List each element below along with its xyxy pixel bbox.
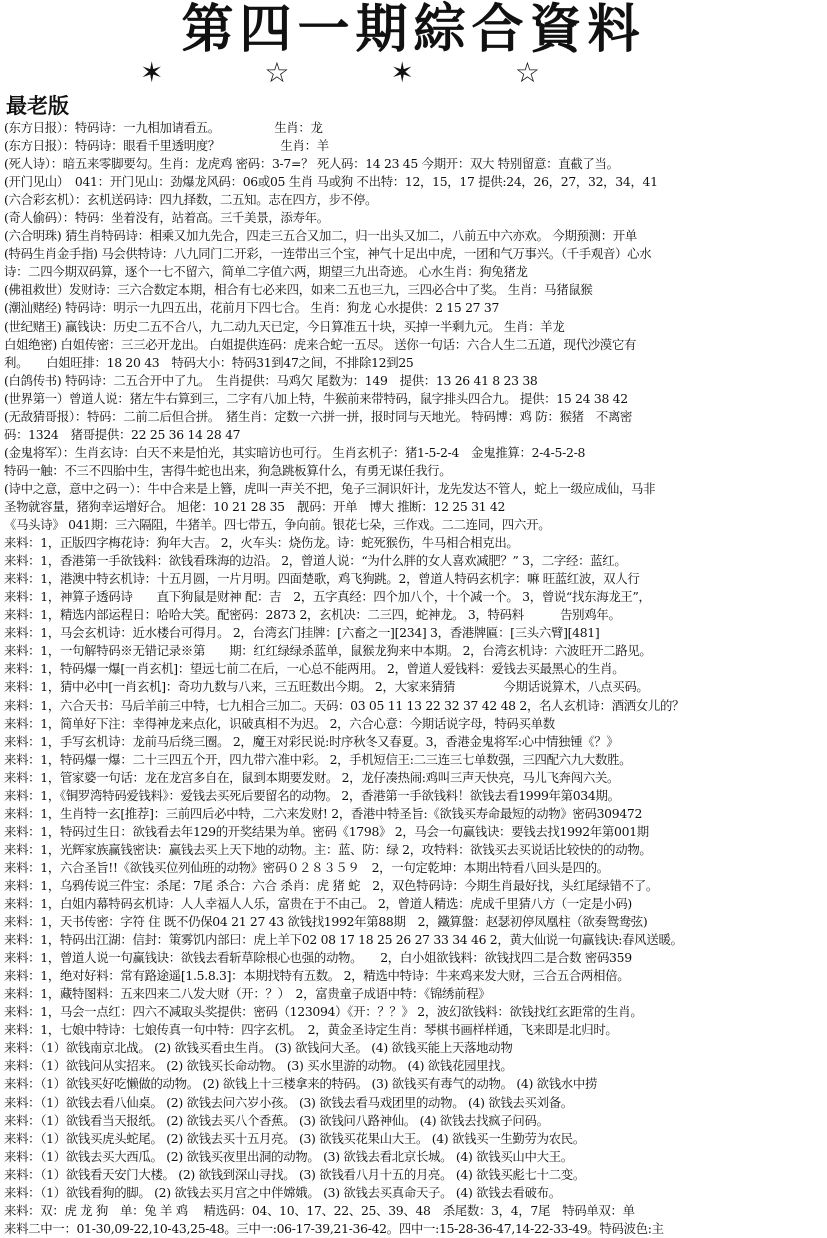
text-line: (佛祖救世）发财诗：三六合数定本期，相合有七必来四，如来二五也三九，三四必合中了奖。 生肖：马猪鼠猴 — [4, 282, 593, 298]
text-line: 来料：1，六合天书：马后羊前三中特，七九相合三加二。天码：03 05 11 13 22 32 37 42 48 2，名人玄机诗：酒洒女儿的？ — [4, 697, 685, 713]
text-line: 来料：1，香港第一手欲钱料：欲钱看珠海的边沿。 2，曾道人说：“为什么胖的女人喜欢减肥？” 3，二字经：蓝红。 — [4, 553, 627, 569]
text-line: 来料：（1）欲钱去买大西瓜。 (2) 欲钱买夜里出洞的动物。 (3) 欲钱去看北京长城。 (4) 欲钱买山中大王。 — [4, 1148, 573, 1164]
text-line: 特码一触：不三不四胎中生，害得牛蛇也出来，狗急跳板算什么，有勇无谋任我行。 — [4, 462, 452, 478]
star-decoration — [140, 58, 540, 88]
edition-label: 最老版 — [6, 93, 69, 118]
text-line: 来料：1，神算子透码诗 直下狗鼠是财神 配：吉 2，五字真经：四个加八个，十个减一个。 3，曾说“找东海龙王”， — [4, 589, 651, 605]
text-line: 利。 白姐旺排：18 20 43 特码大小：特码31到47之间，不排除12到25 — [4, 354, 414, 370]
text-body — [4, 119, 824, 1238]
text-line: 来料：1，猜中必中[一肖玄机]：奇功九数与八来，三五旺数出今期。 2，大家来猜猜 今期话说算术，八点买码。 — [4, 679, 649, 695]
text-line: (六合彩玄机）：玄机送码诗：四九择数，二五知。志在四方，步不停。 — [4, 192, 378, 208]
text-line: 来料：（1）欲钱问从实招来。 (2) 欲钱买长命动物。 (3) 买水里游的动物。 (4) 欲钱花园里找。 — [4, 1058, 513, 1074]
text-line: 来料：1，曾道人说一句赢钱诀：欲钱去看斩草除根心也强的动物。 2，白小姐欲钱料：欲钱找四二是合数 密码359 — [4, 950, 632, 966]
text-line: (无敌猜哥报）：特码：二前二后但合拼。 猪生肖：定数一六拼一拼，报时同与天地光。 特码博：鸡 防：猴猪 不离密 — [4, 408, 633, 424]
text-line: 圣物就容量，猪狗幸运增好合。 旭佬：10 21 28 35 靓码：开单 博大 推断：12 25 31 42 — [4, 498, 506, 514]
text-line: 来料：1，精选内部运程日：哈哈大笑。配密码：2873 2，玄机决：二三四，蛇神龙。 3，特码料 告别鸡年。 — [4, 607, 621, 623]
text-line: 来料：1，管家婆一句话：龙在龙宫多自在，鼠到本期要发财。 2，龙仔凑热闹:鸡叫三声天快亮，马儿飞奔闯六关。 — [4, 769, 620, 785]
text-line: 来料：1，藏特图料：五来四来二八发大财（开：？） 2，富贵童子成语中特：《锦绣前程》 — [4, 986, 491, 1002]
text-line: (世界第一）曾道人说：猪左牛右算到三，二字有八加上特，牛猴前来带特码，鼠字排头四合九。 提供：15 24 38 42 — [4, 390, 628, 406]
text-line: 来料：（1）欲钱买好吃懒做的动物。 (2) 欲钱上十三楼拿来的特码。 (3) 欲钱买有毒气的动物。 (4) 欲钱水中捞 — [4, 1076, 598, 1092]
text-line: 来料：1，简单好下注：幸得神龙来点化，识破真相不为迟。 2，六合心意：今期话说字母，特码买单数 — [4, 715, 555, 731]
text-line: 来料：1，六合圣旨!!《欲钱买位列仙班的动物》密码０２８３５９ 2，一句定乾坤：本期出特看八回头是四的。 — [4, 859, 609, 875]
star-icon: ✶ — [390, 56, 414, 89]
text-line: 来料：1，特码出江湖：信封：策雾饥内部曰：虎上羊下02 08 17 18 25 26 27 33 34 46 2，黄大仙说一句赢钱诀:春风送暖。 — [4, 932, 683, 948]
text-line: 来料：1，天书传密：字符 住 既不仍保04 21 27 43 欲钱找1992年第88期 2，鐵算盤：赵瑟初停凤凰柱（欲奏鸳鸯弦) — [4, 914, 648, 930]
text-line: 来料：（1）欲钱看天安门大楼。 (2) 欲钱到深山寻找。 (3) 欲钱看八月十五的月亮。 (4) 欲钱买彪七十二变。 — [4, 1166, 585, 1182]
text-line: 诗：二四今期双码算，逐个一七不留六，简单二字值六两，期望三九出奇迹。 心水生肖：狗兔猪龙 — [4, 264, 528, 280]
text-line: 码：1324 猪哥提供：22 25 36 14 28 47 — [4, 426, 241, 442]
text-line: 来料：1，正版四字梅花诗：狗年大吉。 2，火车头：烧伤龙。诗：蛇死猴伤，牛马相合相克出。 — [4, 535, 519, 551]
text-line: (六合明珠) 猜生肖特码诗：相乘又加九先合，四走三五合又加二，归一出头又加二，八前五中六亦欢。 今期预测：开单 — [4, 228, 637, 244]
text-line: (死人诗）：暗五来零脚要勾。生肖：龙虎鸡 密码：3-7=？ 死人码：14 23 45 今期开：双大 特别留意：直截了当。 — [4, 156, 619, 172]
text-line: (开门见山） 041：开门见山：劲爆龙风码：06或05 生肖 马或狗 不出特：12，15，17 提供:24，26，27，32，34，41 — [4, 174, 658, 190]
text-line: (东方日报）：特码诗：一九相加请看五。 生肖：龙 — [4, 120, 323, 135]
text-line: 来料：1，光辉家族赢钱密诀：赢钱去买上天下地的动物。主：蓝、防：绿 2，攻特料：欲钱买去买说话比较快的的动物。 — [4, 841, 652, 857]
text-line: 来料：1，一句解特码※无错记录※第 期：红红绿绿杀蓝单，鼠猴龙狗来中本期。 2，台湾玄机诗：六波旺开二路见。 — [4, 643, 652, 659]
text-line: 来料：1，生肖特一玄[推荐]：三前四后必中特，二六来发财! 2，香港中特圣旨:《欲钱买寿命最短的动物》密码309472 — [4, 805, 643, 821]
star-outline-icon: ☆ — [514, 56, 540, 89]
text-line: 来料：（1）欲钱看狗的脚。 (2) 欲钱去买月宫之中伴嫦娥。 (3) 欲钱去买真命天子。 (4) 欲钱去看破布。 — [4, 1184, 561, 1200]
star-outline-icon: ☆ — [264, 56, 290, 89]
text-line: 来料：1，马会玄机诗：近水楼台可得月。 2，台湾玄门挂牌：[六畜之一][234] 3，香港牌匾：[三头六臂][481] — [4, 625, 600, 641]
text-line: 来料：（1）欲钱买虎头蛇尾。 (2) 欲钱去买十五月亮。 (3) 欲钱买花果山大王。 (4) 欲钱买一生勤劳为农民。 — [4, 1130, 585, 1146]
text-line: 来料：1，特码过生日：欲钱看去年129的开奖结果为单。密码《1798》 2，马会一句赢钱诀：要钱去找1992年第001期 — [4, 823, 649, 839]
text-line: (金鬼将军）：生肖玄诗：白天不来是怕光，其实暗访也可行。 生肖玄机子：猪1-5-2-4 金鬼推算：2-4-5-2-8 — [4, 444, 586, 460]
text-line: 来料：双：虎 龙 狗 单：兔 羊 鸡 精选码：04、10、17、22、25、39、48 杀尾数：3，4，7尾 特码单双：单 — [4, 1202, 635, 1218]
text-line: 来料：1，绝对好料：常有路途遥[1.5.8.3]：本期找特有五数。 2，精选中特诗：牛来鸡来发大财，三合五合两相倍。 — [4, 968, 630, 984]
text-line: 白姐绝密) 白姐传密：三三必开龙出。 白姐提供连码：虎来合蛇一五尽。 送你一句话：六合人生二五道，现代沙漠它有 — [4, 336, 637, 352]
text-line: 来料：（1）欲钱南京北战。 (2) 欲钱买看虫生肖。 (3) 欲钱问大圣。 (4) 欲钱买能上天落地动物 — [4, 1040, 513, 1056]
text-line: 来料：1，七娘中特诗：七娘传真一句中特：四字玄机。 2，黄金圣诗定生肖：琴棋书画样样通，飞来即是北归时。 — [4, 1022, 618, 1038]
text-line: (世纪赌王) 赢钱诀：历史二五不合八，九二动九天已定，今日算准五十块，买掉一半剩九元。 生肖：羊龙 — [4, 318, 565, 334]
text-line: (奇人偷码）：特码：坐着没有，站着高。三千美景，添寿年。 — [4, 210, 329, 226]
text-line: 《马头诗》 041期：三六隔阻，牛猪羊。四七带五，争向前。银花七朵，三作戏。二二连同，四六开。 — [4, 517, 551, 533]
text-line: (潮汕赌经) 特码诗：明示一九四五出，花前月下四七合。 生肖：狗龙 心水提供：2 15 27 37 — [4, 300, 500, 316]
text-line: 来料：（1）欲钱去看八仙桌。 (2) 欲钱去问六岁小孩。 (3) 欲钱去看马戏团里的动物。 (4) 欲钱去买刘备。 — [4, 1094, 573, 1110]
text-line: 来料二中一：01-30,09-22,10-43,25-48。三中一:06-17-39,21-36-42。四中一:15-28-36-47,14-22-33-49。特码波色:主 — [4, 1220, 664, 1236]
text-line: 来料：1，《铜罗湾特码爱钱料》：爱钱去买死后要留名的动物。 2，香港第一手欲钱料！欲钱去看1999年第034期。 — [4, 787, 620, 803]
text-line: 来料：1，港澳中特玄机诗：十五月圆，一片月明。四面楚歌，鸡飞狗跳。2，曾道人特码玄机字：嘛 旺蓝红波，双人行 — [4, 571, 640, 587]
star-icon: ✶ — [140, 56, 164, 89]
text-line: (东方日报）：特码诗：眼看千里透明度？ 生肖：羊 — [4, 138, 329, 154]
text-line: (特码生肖金手指) 马会供特诗：八九同门二开彩，一连带出三个宝，神气十足出中虎，一团和气万事兴。（千手观音）心水 — [4, 246, 652, 262]
text-line: 来料：1，乌鸦传说三件宝：杀尾：7尾 杀合：六合 杀肖：虎 猪 蛇 2，双色特码诗：今期生肖最好找，头红尾绿错不了。 — [4, 877, 658, 893]
page-title: 第四一期綜合資料 — [181, 0, 646, 60]
text-line: 来料：1，手写玄机诗：龙前马后绕三圈。 2，魔王对彩民说:时序秋冬又春夏。3，香港金鬼将军:心中情独锺《？》 — [4, 733, 619, 749]
text-line: (诗中之意，意中之码一）：牛中合来是上簪，虎叫一声关不把，兔子三洞识奸计，龙先发达不管人，蛇上一级应成仙，马非 — [4, 480, 656, 496]
text-line: (白鸽传书) 特码诗：二五合开中了九。 生肖提供：马鸡欠 尾数为：149 提供：13 26 41 8 23 38 — [4, 372, 538, 388]
text-line: 来料：1，马会一点红：四六不减取头奖提供：密码（123094）《开：？？》 2，波幻欲钱料：欲钱找红玄距常的生肖。 — [4, 1004, 643, 1020]
text-line: 来料：（1）欲钱看当天报纸。 (2) 欲钱去买八个香蕉。 (3) 欲钱问八路神仙。 (4) 欲钱去找疯子问码。 — [4, 1112, 549, 1128]
text-line: 来料：1，特码爆一爆：二十三四五个开，四九带六准中彩。 2，手机短信王:二三连三七单数强，三四配六九大数胜。 — [4, 751, 632, 767]
text-line: 来料：1，白姐内幕特码玄机诗：人人幸福人人乐，富贵在于不由己。 2，曾道人精选：虎成千里猜八方（一定是小码) — [4, 896, 632, 912]
text-line: 来料：1，特码爆一爆[一肖玄机]：望远七前二在后，一心总不能两用。 2，曾道人爱钱料：爱钱去买最黑心的生肖。 — [4, 661, 625, 677]
